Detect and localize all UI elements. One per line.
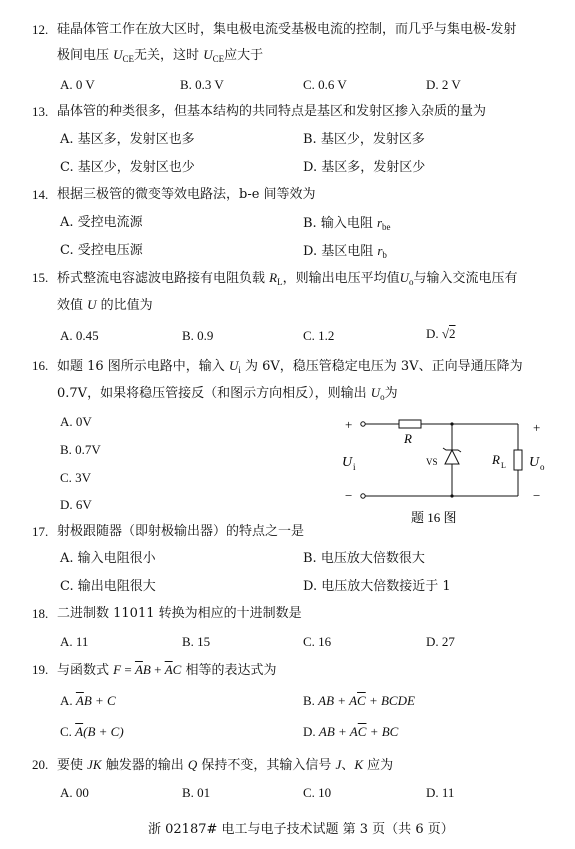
q15-option-d: D. √2: [426, 326, 456, 341]
q14-text: 根据三极管的微变等效电路法，b-e 间等效为: [57, 187, 316, 202]
output-uo-sub: o: [540, 462, 545, 472]
q13-text: 晶体管的种类很多，但基本结构的共同特点是基区和发射区掺入杂质的量为: [57, 104, 487, 119]
page-footer: 浙 02187# 电工与电子技术试题 第 3 页（共 6 页）: [148, 822, 454, 837]
q17-option-c: C. 输出电阻很大: [60, 579, 156, 594]
q13-number: 13.: [32, 104, 49, 119]
q17-option-d: D. 电压放大倍数接近于 1: [303, 579, 451, 594]
q19-option-c: C. $\overline{A}(B + C)$: [60, 724, 124, 739]
q15-option-a: A. 0.45: [60, 328, 99, 343]
q19-option-b: B. AB + $A\overline{C}$ + BCDE: [303, 693, 415, 708]
q15-number: 15.: [32, 270, 49, 285]
q13-option-a: A. 基区多，发射区也多: [60, 132, 195, 147]
q12-option-b: B. 0.3 V: [180, 77, 224, 92]
q12-option-d: D. 2 V: [426, 77, 461, 92]
load-rl-sub: L: [501, 461, 506, 470]
q16-number: 16.: [32, 358, 49, 373]
q16-option-b: B. 0.7V: [60, 442, 101, 457]
q20-option-d: D. 11: [426, 785, 455, 800]
resistor-r-label: R: [404, 431, 412, 446]
q15-option-b: B. 0.9: [182, 328, 214, 343]
q13-option-c: C. 基区少，发射区也少: [60, 160, 195, 175]
output-plus-sign: +: [533, 420, 541, 435]
q17-option-b: B. 电压放大倍数很大: [303, 551, 425, 566]
q14-option-b: B. 输入电阻 $r_{be}$: [303, 215, 391, 232]
q18-option-d: D. 27: [426, 634, 455, 649]
output-minus-sign: −: [533, 488, 541, 503]
q18-option-c: C. 16: [303, 634, 332, 649]
q14-option-d: D. 基区电阻 $r_b$: [303, 243, 387, 260]
q12-option-a: A. 0 V: [60, 77, 95, 92]
q13-option-d: D. 基区多，发射区少: [303, 160, 426, 175]
q19-option-d: D. AB + $A\overline{C}$ + BC: [303, 724, 399, 739]
q12-option-c: C. 0.6 V: [303, 77, 347, 92]
input-plus-sign: +: [345, 417, 353, 432]
input-ui-sub: i: [353, 462, 356, 472]
q14-option-a: A. 受控电流源: [60, 215, 143, 230]
q16-circuit-diagram: [335, 412, 555, 527]
q12-line2: 极间电压 $U_{CE}$无关，这时 $U_{CE}$应大于: [57, 47, 264, 64]
q15-line2: 效值 U 的比值为: [57, 297, 153, 313]
output-uo-label: U: [529, 455, 540, 470]
q17-option-a: A. 输入电阻很小: [60, 551, 156, 566]
q15-line1: 桥式整流电容滤波电路接有电阻负载 $R_L$，则输出电压平均值$U_o$与输入交流电压有: [57, 270, 518, 287]
q16-option-a: A. 0V: [60, 414, 92, 429]
q18-text: 二进制数 11011 转换为相应的十进制数是: [57, 606, 302, 621]
q16-option-c: C. 3V: [60, 470, 92, 485]
load-rl-label: R: [492, 452, 500, 467]
q18-number: 18.: [32, 606, 49, 621]
figure-caption: 题 16 图: [411, 510, 457, 525]
q17-number: 17.: [32, 524, 49, 539]
input-minus-sign: −: [345, 488, 353, 503]
q20-option-a: A. 00: [60, 785, 89, 800]
q16-line1: 如题 16 图所示电路中，输入 $U_i$ 为 6V，稳压管稳定电压为 3V、正向导通压降为: [57, 358, 523, 375]
q14-number: 14.: [32, 187, 49, 202]
q16-line2: 0.7V，如果将稳压管接反（和图示方向相反），则输出 $U_o$为: [57, 385, 398, 402]
q19-option-a: A. $\overline{A}B + C$: [60, 693, 116, 708]
q20-number: 20.: [32, 757, 49, 772]
q12-number: 12.: [32, 22, 49, 37]
q16-option-d: D. 6V: [60, 497, 92, 512]
q19-number: 19.: [32, 662, 49, 677]
q13-option-b: B. 基区少，发射区多: [303, 132, 425, 147]
q17-text: 射极跟随器（即射极输出器）的特点之一是: [57, 524, 305, 539]
q14-option-c: C. 受控电压源: [60, 243, 143, 258]
q20-text: 要使 JK 触发器的输出 Q 保持不变，其输入信号 J、K 应为: [57, 757, 394, 773]
sqrt-symbol: √2: [441, 326, 456, 341]
zener-vs-label: VS: [426, 457, 438, 467]
q18-option-a: A. 11: [60, 634, 89, 649]
q20-option-b: B. 01: [182, 785, 211, 800]
q19-text: 与函数式 $F = \overline{A}B + \overline{A}C$ 相等的表达式为: [57, 662, 277, 678]
q12-line1: 硅晶体管工作在放大区时，集电极电流受基极电流的控制，而几乎与集电极-发射: [57, 22, 517, 37]
q18-option-b: B. 15: [182, 634, 211, 649]
q20-option-c: C. 10: [303, 785, 332, 800]
input-ui-label: U: [342, 455, 353, 470]
q15-option-c: C. 1.2: [303, 328, 335, 343]
